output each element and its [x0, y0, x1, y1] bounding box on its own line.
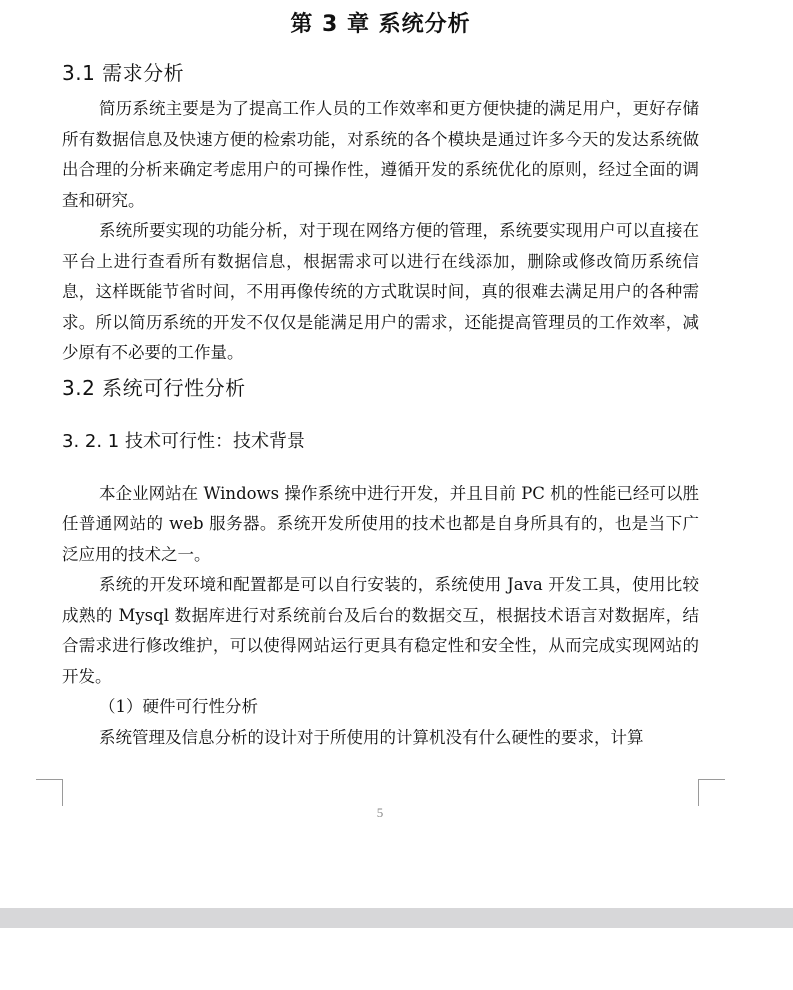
paragraph: 系统的开发环境和配置都是可以自行安装的，系统使用 Java 开发工具，使用比较成熟的 Mysql 数据库进行对系统前台及后台的数据交互，根据技术语言对数据库，结合需求进行修改维护，可以使得网站运行更具有稳定性和安全性，从而完成实现网站的开发。	[62, 575, 699, 686]
paragraph: 简历系统主要是为了提高工作人员的工作效率和更方便快捷的满足用户，更好存储所有数据信息及快速方便的检索功能，对系统的各个模块是通过许多今天的发达系统做出合理的分析来确定考虑用户的可操作性，遵循开发的系统优化的原则，经过全面的调查和研究。	[62, 99, 699, 210]
margin-corner-mark-right	[698, 779, 725, 806]
margin-corner-mark-left	[36, 779, 63, 806]
page-separator	[0, 908, 793, 928]
section-heading-3-1: 3.1 需求分析	[62, 61, 185, 85]
paragraph: 本企业网站在 Windows 操作系统中进行开发，并且目前 PC 机的性能已经可以胜任普通网站的 web 服务器。系统开发所使用的技术也都是自身所具有的，也是当下广泛应用的技术之一。	[62, 483, 699, 564]
page-content	[62, 0, 699, 753]
list-item-hardware-feasibility: （1）硬件可行性分析	[99, 697, 258, 716]
paragraph-trailing: 系统管理及信息分析的设计对于所使用的计算机没有什么硬性的要求，计算	[99, 727, 644, 747]
subsection-heading-3-2-1: 3. 2. 1 技术可行性：技术背景	[62, 430, 305, 452]
section-heading-3-2: 3.2 系统可行性分析	[62, 375, 246, 400]
paragraph: 系统所要实现的功能分析，对于现在网络方便的管理，系统要实现用户可以直接在平台上进行查看所有数据信息，根据需求可以进行在线添加，删除或修改简历系统信息，这样既能节省时间，不用再像传统的方式耽误时间，真的很难去满足用户的各种需求。所以简历系统的开发不仅仅是能满足用户的需求，还能提高管理员的工作效率，减少原有不必要的工作量。	[62, 221, 699, 362]
next-page-area	[0, 928, 793, 990]
page-number: 5	[376, 805, 384, 820]
chapter-title: 第 3 章 系统分析	[290, 12, 471, 37]
